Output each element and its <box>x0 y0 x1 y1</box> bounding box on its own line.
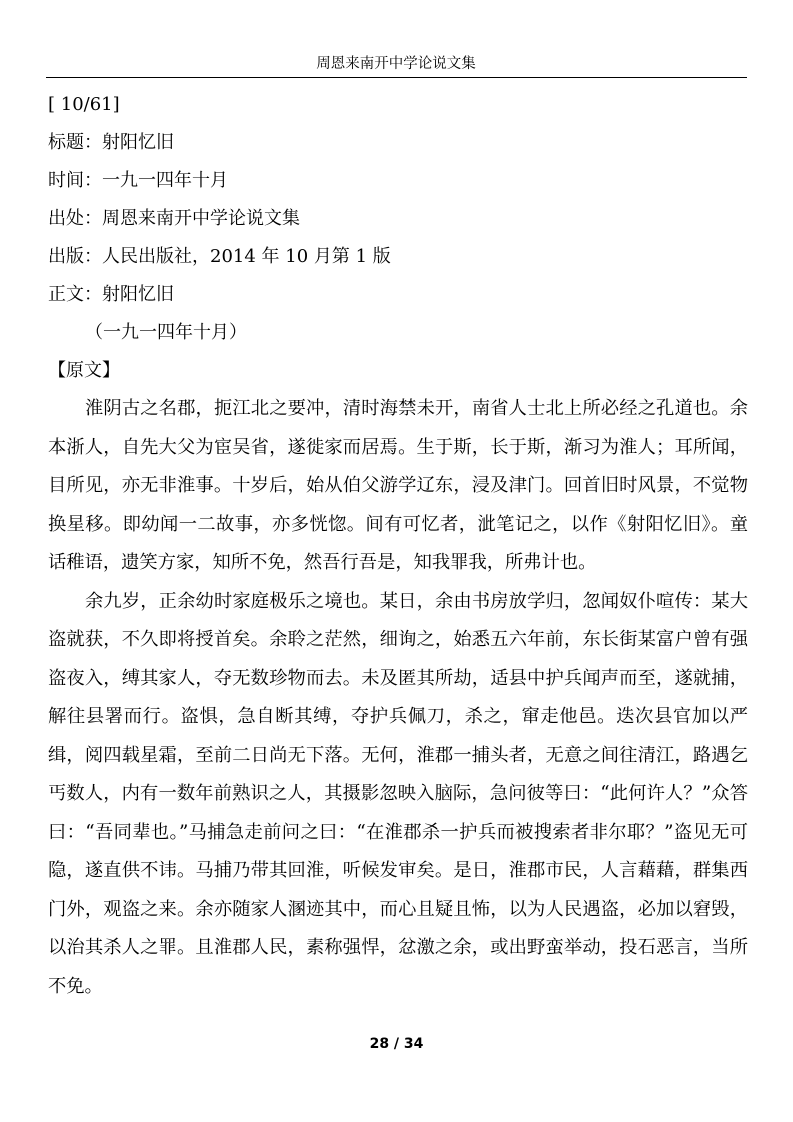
paragraph: 余九岁，正余幼时家庭极乐之境也。某日，余由书房放学归，忽闻奴仆喧传：某大盗就获，不久即将授首矣。余聆之茫然，细询之，始悉五六年前，东长街某富户曾有强盗夜入，缚其家人，夺无数珍物而去。未及匿其所劫，适县中护兵闻声而至，遂就捕，解往县署而行。盗惧，急自断其缚，夺护兵佩刀，杀之，窜走他邑。迭次县官加以严缉，阅四载星霜，至前二日尚无下落。无何，淮郡一捕头者，无意之间往清江，路遇乞丐数人，内有一数年前熟识之人，其摄影忽映入脑际，急问彼等曰：“此何许人？”众答曰：“吾同辈也。”马捕急走前问之曰：“在淮郡杀一护兵而被搜索者非尔耶？”盗见无可隐，遂直供不讳。马捕乃带其回淮，听候发审矣。是日，淮郡市民，人言藉藉，群集西门外，观盗之来。余亦随家人溷迹其中，而心且疑且怖，以为人民遇盗，必加以窘毁，以治其杀人之罪。且淮郡人民，素称强悍，忿激之余，或出野蛮举动，投石恶言，当所不免。 <box>48 590 748 997</box>
text-line: 正文：射阳忆旧 <box>48 284 174 305</box>
header-rule <box>46 77 747 78</box>
paragraph: 淮阴古之名郡，扼江北之要冲，清时海禁未开，南省人士北上所必经之孔道也。余本浙人，自先大父为宦吴省，遂徙家而居焉。生于斯，长于斯，渐习为淮人；耳所闻，目所见，亦无非淮事。十岁后，始从伯父游学辽东，浸及津门。回首旧时风景，不觉物换星移。即幼闻一二故事，亦多恍惚。间有可忆者，泚笔记之，以作《射阳忆旧》。童话稚语，遗笑方家，知所不免，然吾行吾是，知我罪我，所弗计也。 <box>48 398 748 573</box>
publish-line: 出版：人民出版社，2014 年 10 月第 1 版 <box>48 246 391 267</box>
page-number: 28 / 34 <box>369 1036 424 1052</box>
time-line: 时间：一九一四年十月 <box>48 170 228 191</box>
record-index: [ 10/61] <box>48 94 120 115</box>
original-text <box>48 390 748 1006</box>
date-subtitle: （一九一四年十月） <box>85 322 247 343</box>
document-body <box>48 86 748 1006</box>
title-line: 标题：射阳忆旧 <box>48 132 174 153</box>
source-line: 出处：周恩来南开中学论说文集 <box>48 208 300 229</box>
section-heading: 【原文】 <box>48 360 120 381</box>
running-header: 周恩来南开中学论说文集 <box>316 56 476 72</box>
